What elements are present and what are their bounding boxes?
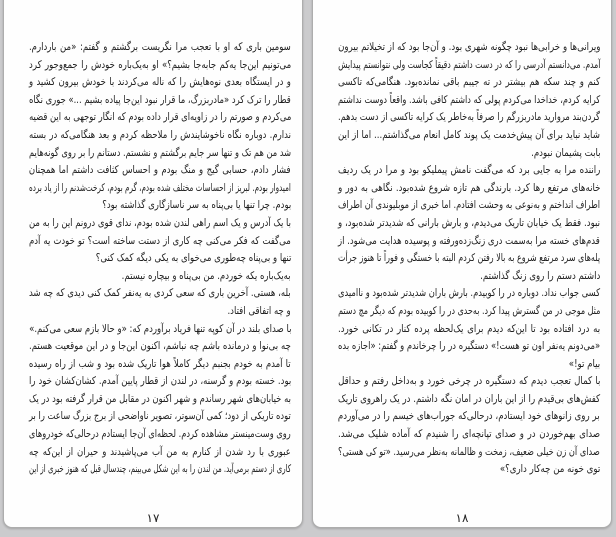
line-text: قدم‌های خسته مرا به‌سمت دری زنگ‌زده‌ورفته و پوسیده هدایت می‌شود. از xyxy=(338,234,600,247)
text-line xyxy=(29,57,291,75)
paragraph xyxy=(29,321,291,356)
paragraph xyxy=(29,215,291,268)
line-text: صدای آن زن خیلی ضعیف، زمخت و ظالمانه به‌نظر می‌رسید. «تو کی هستی؟ xyxy=(338,445,600,458)
text-line xyxy=(338,391,600,409)
text-line xyxy=(338,127,600,145)
line-text: توی خونه من چه‌کار داری؟» xyxy=(499,463,600,476)
text-line xyxy=(338,268,600,286)
paragraph xyxy=(29,356,291,479)
line-text: کفش‌های بی‌قیدم را از این باران در امان نگه داشتم. در یک راهروی تاریک xyxy=(337,392,600,405)
text-line xyxy=(338,426,600,444)
line-text: سومین باری که او با تعجب مرا نگریست برگشتم و گفتم: «من باردارم. xyxy=(29,41,291,53)
text-line xyxy=(29,109,291,127)
text-line xyxy=(29,426,291,444)
line-text: بله، هستی. آخرین باری که سعی کردی به یه‌نفر کمک کنی دیدی که چه شد xyxy=(29,287,291,300)
line-text: و چه اتفاقی افتاد. xyxy=(227,304,291,317)
line-text: به خیابان‌های شهر رساندم و شهر اکنون در مقابل من قرار گرفته بود در یک xyxy=(29,392,291,405)
line-text: توده تاریکی از دود؛ کمی آن‌سوتر، تصویر ناواضحی از برج بزرگ ساعت را بر xyxy=(29,410,291,423)
text-line xyxy=(29,74,291,92)
text-line xyxy=(29,145,291,163)
text-line xyxy=(29,92,291,110)
text-line xyxy=(29,285,291,303)
text-line xyxy=(29,408,291,426)
line-text: بابت پشیمان نبودم. xyxy=(530,146,600,159)
line-text: کسی جواب نداد. دوباره در را کوبیدم. بارش باران شدیدتر شده‌بود و ناامیدی xyxy=(337,287,600,300)
line-text: بیام تو!» xyxy=(568,357,600,370)
line-text: بر روی زانوهای خود ایستادم، درحالی‌که جوراب‌های خیسم را در می‌آوردم xyxy=(338,410,600,423)
page-number: ۱۸ xyxy=(455,511,469,525)
text-line xyxy=(29,215,291,233)
paragraph xyxy=(338,162,600,285)
text-line xyxy=(338,109,600,127)
text-line xyxy=(338,92,600,110)
text-line xyxy=(338,197,600,215)
page-left xyxy=(3,0,303,528)
text-line xyxy=(338,162,600,180)
line-text: تنها و بی‌پناه چه‌طوری می‌خوای به یکی دیگه کمک کنی؟ xyxy=(95,252,291,265)
line-text: ویرانی‌ها و خرابی‌ها نبود چگونه شهری بود. و آن‌جا بود که از تخیلاتم بیرون xyxy=(337,41,600,53)
line-text: می‌تونیم این‌جا یه‌کم جابه‌جا بشیم؟» او به‌یک‌باره خودش را جمع‌وجور کرد xyxy=(28,58,291,71)
line-text: کرایه کردم، خداخدا می‌کردم پولی که داشتم کافی باشد. واقعاً دوست نداشتم xyxy=(337,93,600,106)
line-text: نبود. فقط یک خیابان تاریک می‌دیدم، و بارش بارانی که شدیدتر شده‌بود، و xyxy=(337,216,600,229)
line-text: ندارم. دوباره نگاه ناخوشایندش را ملاحظه کردم و بعد هنگامی‌که در بسته xyxy=(29,128,291,141)
line-text: می‌کردم و صورتم را در زاویه‌ای قرار داده بودم که انگار توجهی به این قضیه xyxy=(28,111,291,124)
text-line xyxy=(29,233,291,251)
text-line xyxy=(338,250,600,268)
text-line xyxy=(29,162,291,180)
text-line xyxy=(338,444,600,462)
text-line xyxy=(338,180,600,198)
paragraph xyxy=(338,285,600,373)
text-line xyxy=(338,233,600,251)
line-text: و در ایستگاه بعدی نوه‌هایش را که ناله می‌کردند با خودش بیرون کشید و xyxy=(29,76,291,89)
line-text: راننده مرا به جایی برد که می‌گفت نامش پیملیکو بود و مرا در یک ردیف xyxy=(337,164,600,177)
paragraph xyxy=(338,39,600,162)
line-text: «می‌دونم یه‌نفر اون تو هست!» دستگیره در را چرخاندم و گفتم: «اجازه بده xyxy=(337,340,600,353)
text-line xyxy=(338,215,600,233)
text-line xyxy=(338,285,600,303)
text-line xyxy=(338,356,600,374)
line-text: شد من هم تک و تنها سر جایم برگشتم و نشستم. دستانم را بر روی گونه‌هایم xyxy=(28,146,291,159)
line-text: عبوری با رد شدن از کنارم به من آب می‌پاشیدند و حیران از این‌که چه xyxy=(29,445,291,458)
text-line xyxy=(338,39,600,57)
text-line xyxy=(338,145,600,163)
text-line xyxy=(29,338,291,356)
line-text: با کمال تعجب دیدم که دستگیره در چرخی خورد و به‌داخل رفتم و حداقل xyxy=(337,375,600,388)
paragraph xyxy=(29,268,291,286)
line-text: گردن‌بند مروارید مادربزرگم را صرفاً به‌خاطر یک کرایه تاکسی از دست بدهم. xyxy=(338,111,600,124)
text-line xyxy=(29,461,291,479)
text-line xyxy=(29,444,291,462)
line-text: روی وست‌مینستر مشاهده کردم. لحظه‌ای آن‌جا ایستادم درحالی‌که خودروهای xyxy=(29,428,291,441)
line-text: قطار را ترک کرد «مادربزرگ، ما قرار نبود این‌جا پیاده بشیم ...» جوری نگاه xyxy=(29,93,291,106)
line-text: چه بی‌نوا و درمانده باشم چه نباشم، اکنون این‌جا و در این موقعیت هستم. xyxy=(29,340,291,353)
text-line xyxy=(29,268,291,286)
line-text: با صدای بلند در آن کوپه تنها فریاد برآوردم که: «و حالا بازم سعی می‌کنم.» xyxy=(28,322,291,335)
text-line xyxy=(338,303,600,321)
line-text: بودم. چرا تنها یا بی‌پناه به سر ناسازگاری گذاشته بود؟ xyxy=(102,199,291,212)
paragraph xyxy=(29,285,291,320)
line-text: فشار دادم، حسابی گیج و منگ بودم و احساس کثافت داشتم اما همچنان xyxy=(29,164,291,177)
line-text: به درد افتاده بود تا این‌که دیدم برای یک‌لحظه پرده کنار در تکانی خورد. xyxy=(337,322,600,335)
page-right xyxy=(312,0,612,528)
line-text: پله‌های سرد مرتفع شروع به بالا رفتن کردم البته با خستگی و فوراً تا هنوز جرأت xyxy=(337,252,600,265)
text-line xyxy=(29,356,291,374)
line-text: می‌گفت که فکر می‌کنی چه کاری از دستت ساخته است؟ تو خودت یه آدم xyxy=(29,234,291,247)
line-text: داشتم دستم را روی زنگ گذاشتم. xyxy=(479,269,600,282)
line-text: کنم و چند سکه هم بیشتر در ته جیبم باقی نمانده‌بود. هنگامی‌که تاکسی xyxy=(337,76,600,89)
text-line xyxy=(338,338,600,356)
text-line xyxy=(29,197,291,215)
line-text: با یک آدرس و یک اسم راهی لندن شده بودم، ندای قوی درونم این را به من xyxy=(29,216,291,229)
paragraph xyxy=(29,39,291,215)
text-line xyxy=(338,57,600,75)
line-text: بود. خسته بودم و گرسنه، در لندن از قطار پایین آمدم. کشان‌کشان خود را xyxy=(28,375,291,388)
text-line xyxy=(29,39,291,57)
text-line xyxy=(338,461,600,479)
line-text: آمدم. می‌دانستم آدرسی را که در دست داشتم دقیقاً کجاست ولی نتوانستم پیدایش xyxy=(337,58,600,71)
text-line xyxy=(29,321,291,339)
page-number: ۱۷ xyxy=(146,511,160,525)
page-text xyxy=(338,39,600,479)
paragraph xyxy=(338,373,600,479)
text-line xyxy=(338,321,600,339)
page-text xyxy=(29,39,291,479)
line-text: اطراف انداختم و به‌نوعی به وحشت افتادم. اما خبری از موبلیوندی آن اطراف xyxy=(337,199,600,212)
text-line xyxy=(338,373,600,391)
text-line xyxy=(29,373,291,391)
text-line xyxy=(338,74,600,92)
line-text: کاری از دستم برمی‌آید. من لندن را به این شکل می‌بینم، چندسال قبل که هنوز خبری از این xyxy=(28,463,291,476)
line-text: شاید نباید برای آن پیش‌خدمت یک پوند کامل انعام می‌گذاشتم... اما از این xyxy=(338,128,600,141)
line-text: صدای بهم‌خوردن در و صدای تپانچه‌ای را شنیدم که آماده شلیک می‌شد. xyxy=(337,428,600,441)
line-text: خانه‌های مرتفع رها کرد. بارندگی هم تازه شروع شده‌بود. نگاهی به دور و xyxy=(337,181,600,194)
text-line xyxy=(29,303,291,321)
line-text: به‌یک‌باره یکه خوردم. من بی‌پناه و بیچاره نیستم. xyxy=(122,269,291,282)
text-line xyxy=(29,180,291,198)
line-text: مثل موجی در من گسترش پیدا کرد. به‌حدی در را کوبیده بودم که دیگر مچ دستم xyxy=(337,304,600,317)
text-line xyxy=(29,127,291,145)
line-text: تا آمدم به خودم بجنبم دیگر کاملاً هوا تاریک شده بود و شب از راه رسیده xyxy=(29,357,291,370)
text-line xyxy=(29,391,291,409)
line-text: امیدوار بودم. لبریز از احساسات مختلف شده بودم، گرم بودم، کرخت‌شدنم را از یاد برده xyxy=(29,181,291,194)
text-line xyxy=(338,408,600,426)
text-line xyxy=(29,250,291,268)
